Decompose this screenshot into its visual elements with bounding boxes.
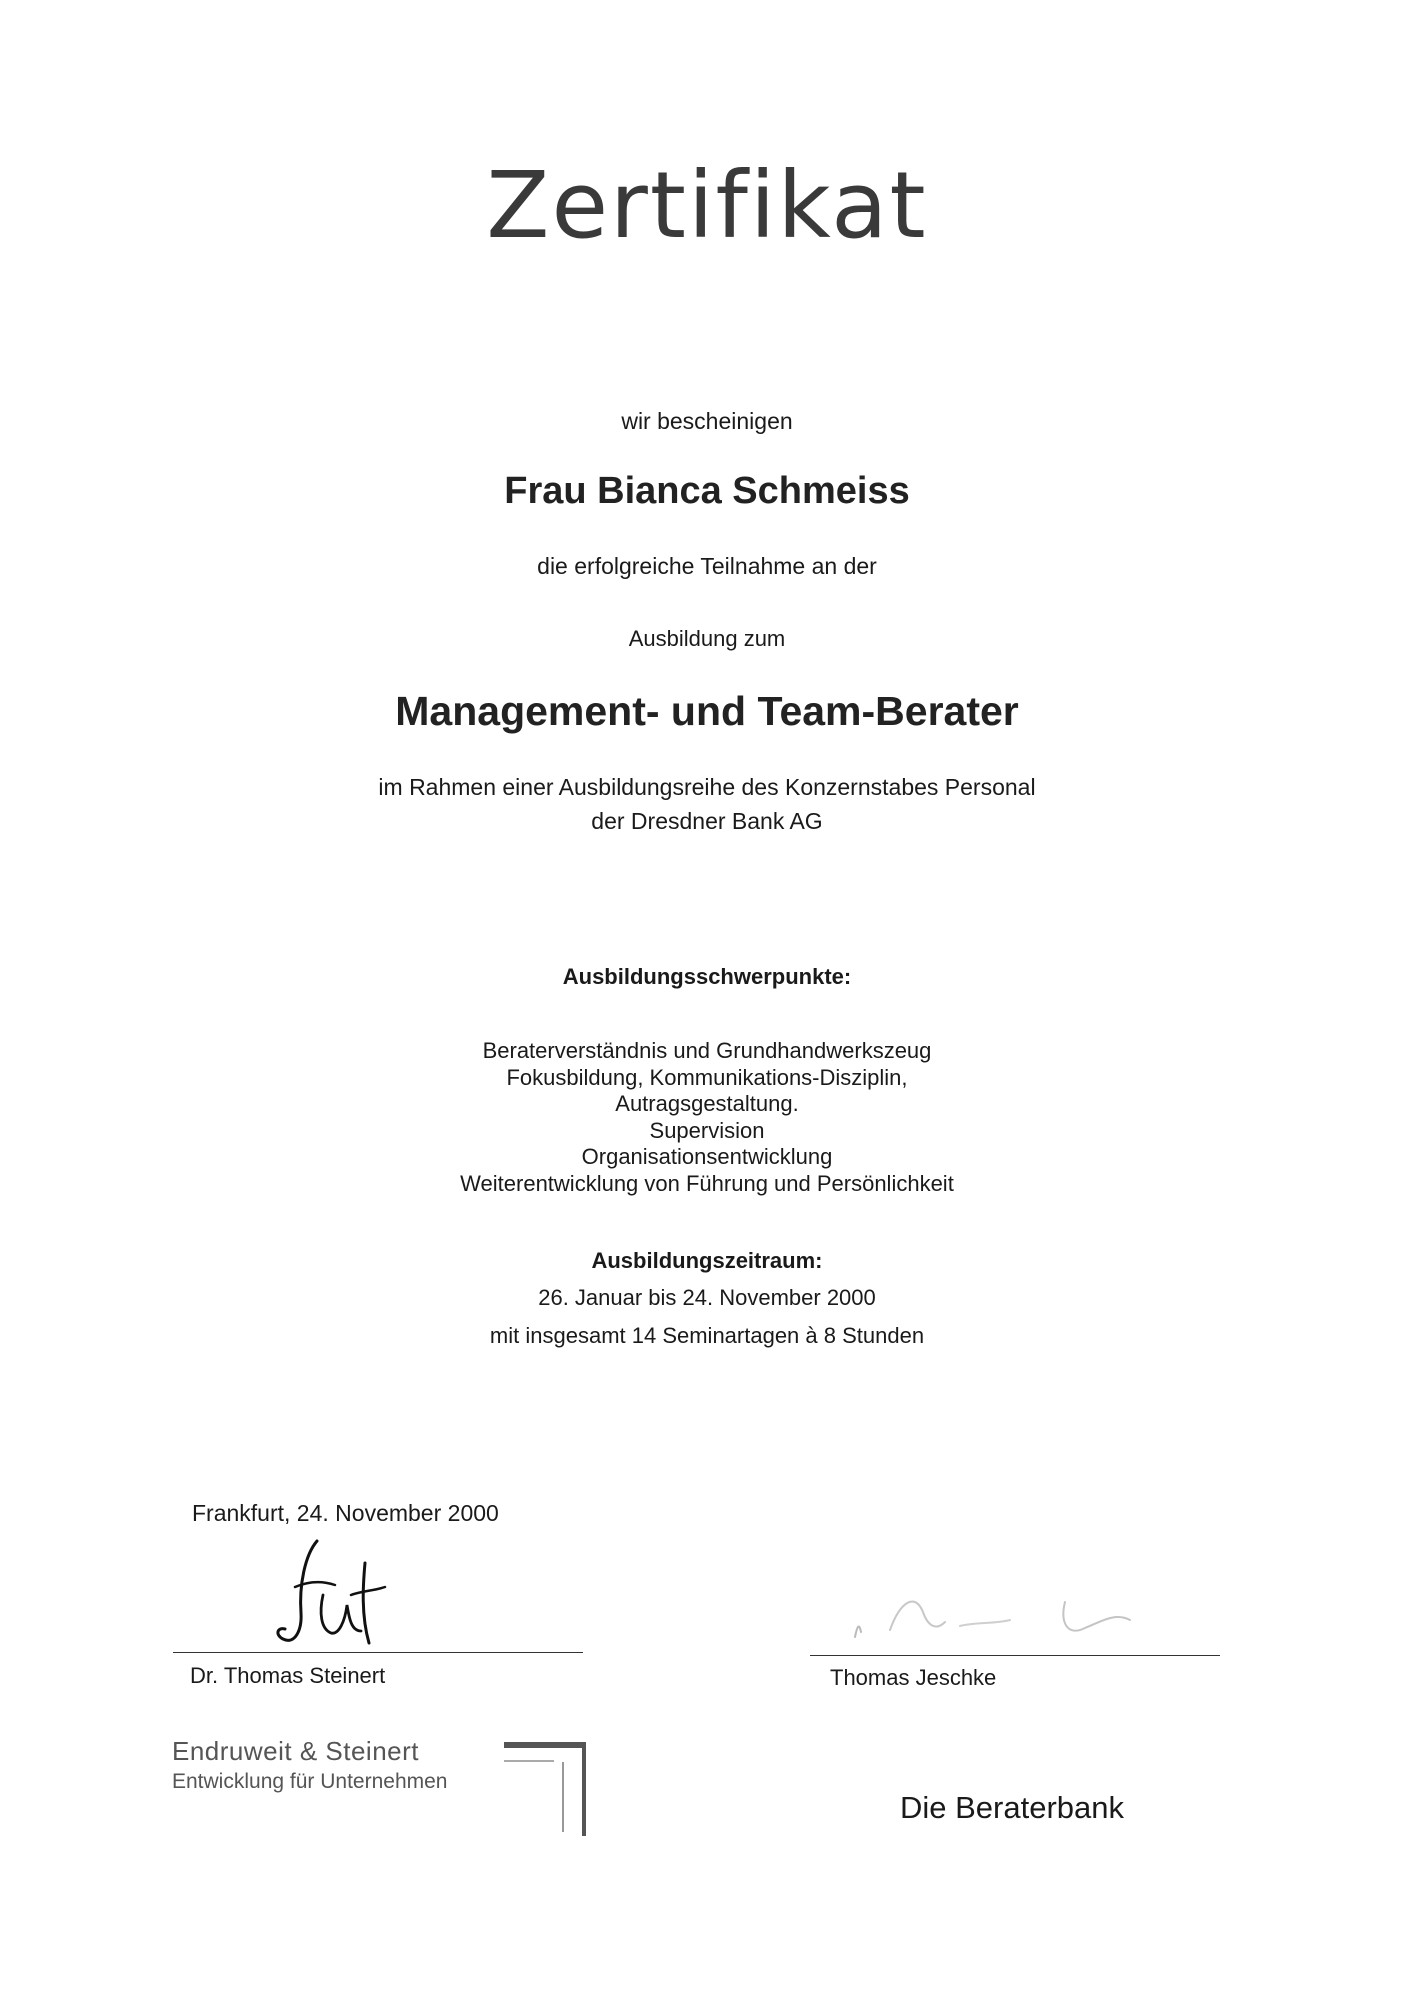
focus-item: Weiterentwicklung von Führung und Persönlichkeit	[460, 1170, 954, 1196]
focus-item: Supervision	[649, 1117, 765, 1143]
intro-text: wir bescheinigen	[621, 408, 793, 434]
period-detail: mit insgesamt 14 Seminartagen à 8 Stunden	[489, 1323, 925, 1348]
course-title: Management- und Team-Berater	[395, 688, 1019, 734]
focus-list	[0, 1038, 1414, 1197]
signature-line	[810, 1655, 1220, 1656]
focus-item: Autragsgestaltung.	[615, 1091, 799, 1116]
focus-item: Beraterverständnis und Grundhandwerkszeug	[482, 1038, 932, 1063]
training-prefix: Ausbildung zum	[628, 626, 786, 651]
issuer-logo-name: Endruweit & Steinert	[172, 1736, 420, 1766]
bank-slogan: Die Beraterbank	[900, 1790, 1125, 1825]
issuer-logo-mark	[502, 1740, 592, 1840]
certificate-title: Zertifikat	[486, 152, 928, 259]
context-line: der Dresdner Bank AG	[591, 808, 823, 834]
signature-line	[173, 1652, 583, 1653]
issuer-logo-tagline: Entwicklung für Unternehmen	[172, 1770, 448, 1793]
period-dates: 26. Januar bis 24. November 2000	[538, 1285, 876, 1310]
recipient-name: Frau Bianca Schmeiss	[504, 470, 910, 512]
period-heading: Ausbildungszeitraum:	[591, 1248, 823, 1273]
focus-item: Fokusbildung, Kommunikations-Disziplin,	[506, 1064, 908, 1090]
place-date: Frankfurt, 24. November 2000	[192, 1500, 499, 1526]
signature-steinert-image	[265, 1535, 405, 1655]
context-block	[0, 770, 1414, 838]
signature-jeschke-image	[845, 1582, 1165, 1652]
signatory-name: Thomas Jeschke	[830, 1665, 997, 1690]
signatory-name: Dr. Thomas Steinert	[190, 1663, 386, 1688]
participation-text: die erfolgreiche Teilnahme an der	[537, 553, 877, 579]
focus-heading: Ausbildungsschwerpunkte:	[562, 964, 852, 989]
focus-item: Organisationsentwicklung	[581, 1144, 833, 1169]
context-line: im Rahmen einer Ausbildungsreihe des Konzernstabes Personal	[378, 774, 1036, 800]
